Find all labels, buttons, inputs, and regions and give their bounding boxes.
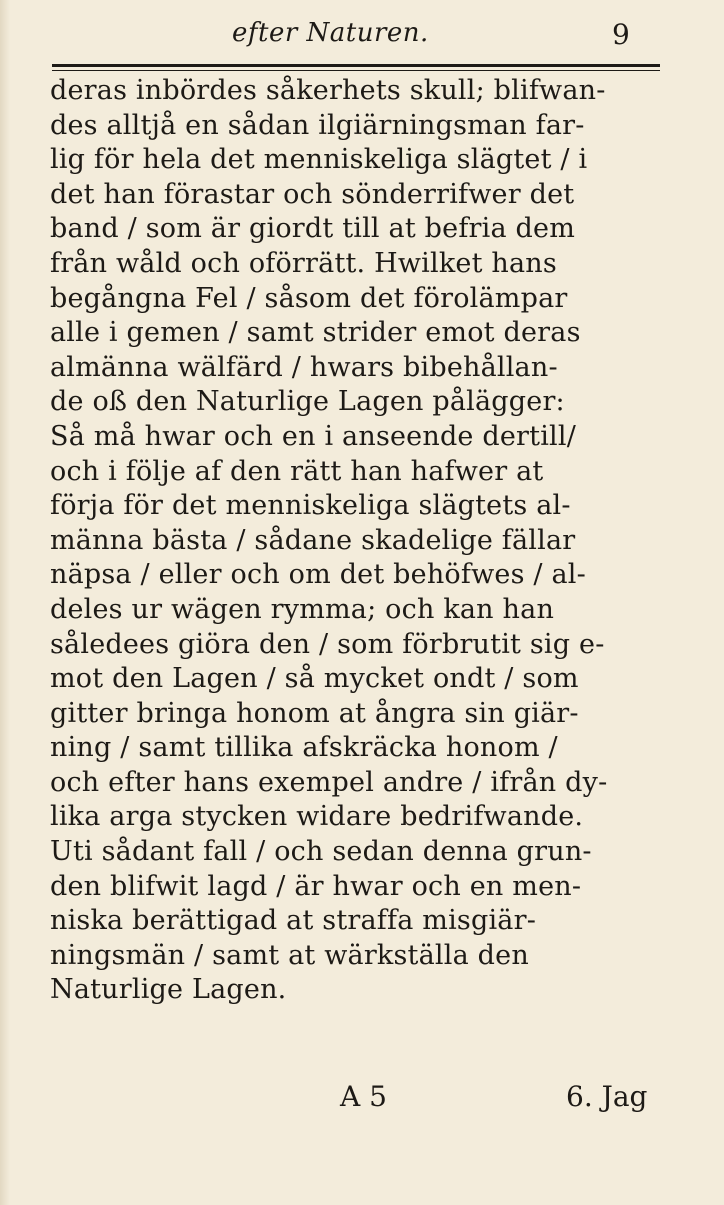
text-line: näpsa / eller och om det behöfwes / al- xyxy=(50,559,586,591)
text-line: deras inbördes såkerhets skull; blifwan- xyxy=(50,75,606,106)
text-line: lig för hela det menniskeliga slägtet / i xyxy=(50,144,588,176)
text-line: mot den Lagen / så mycket ondt / som xyxy=(50,663,579,695)
text-line: deles ur wägen rymma; och kan han xyxy=(50,593,555,625)
text-line: niska berättigad at straffa misgiär- xyxy=(50,905,537,937)
text-line: ningsmän / samt at wärkställa den xyxy=(50,939,529,971)
text-line: des alltjå en sådan ilgiärningsman far- xyxy=(50,109,585,141)
signature-mark: A 5 xyxy=(340,1080,387,1113)
text-line: lika arga stycken widare bedrifwande. xyxy=(50,801,584,833)
page-number: 9 xyxy=(612,18,630,51)
text-line: Naturlige Lagen. xyxy=(50,974,287,1006)
text-line: såledees giöra den / som förbrutit sig e- xyxy=(50,628,605,660)
text-line: band / som är giordt till at befria dem xyxy=(50,213,576,245)
text-line: begångna Fel / såsom det förolämpar xyxy=(50,282,568,314)
text-line: och efter hans exempel andre / ifrån dy- xyxy=(50,766,608,798)
running-title: efter Naturen. xyxy=(232,18,429,48)
text-line: från wåld och oförrätt. Hwilket hans xyxy=(50,247,557,279)
text-line: Uti sådant fall / och sedan denna grun- xyxy=(50,836,592,868)
text-line: almänna wälfärd / hwars bibehållan- xyxy=(50,351,558,383)
running-head xyxy=(0,14,724,54)
header-rule xyxy=(52,64,660,67)
text-line: ning / samt tillika afskräcka honom / xyxy=(50,732,558,764)
text-line: männa bästa / sådane skadelige fällar xyxy=(50,524,576,556)
text-line: den blifwit lagd / är hwar och en men- xyxy=(50,870,582,902)
text-line: det han förastar och sönderrifwer det xyxy=(50,178,575,210)
body-text xyxy=(50,74,670,1008)
text-line: gitter bringa honom at ångra sin giär- xyxy=(50,697,579,729)
text-line: Så må hwar och en i anseende dertill/ xyxy=(50,420,577,452)
text-line: och i följe af den rätt han hafwer at xyxy=(50,455,544,487)
text-line: förja för det menniskeliga slägtets al- xyxy=(50,490,571,522)
page-footer xyxy=(0,1080,724,1130)
page-edge-shading xyxy=(0,0,10,1205)
catchword: 6. Jag xyxy=(566,1080,648,1113)
text-line: alle i gemen / samt strider emot deras xyxy=(50,317,581,349)
header-rule-thin xyxy=(52,70,660,71)
text-line: de oß den Naturlige Lagen pålägger: xyxy=(50,386,565,418)
